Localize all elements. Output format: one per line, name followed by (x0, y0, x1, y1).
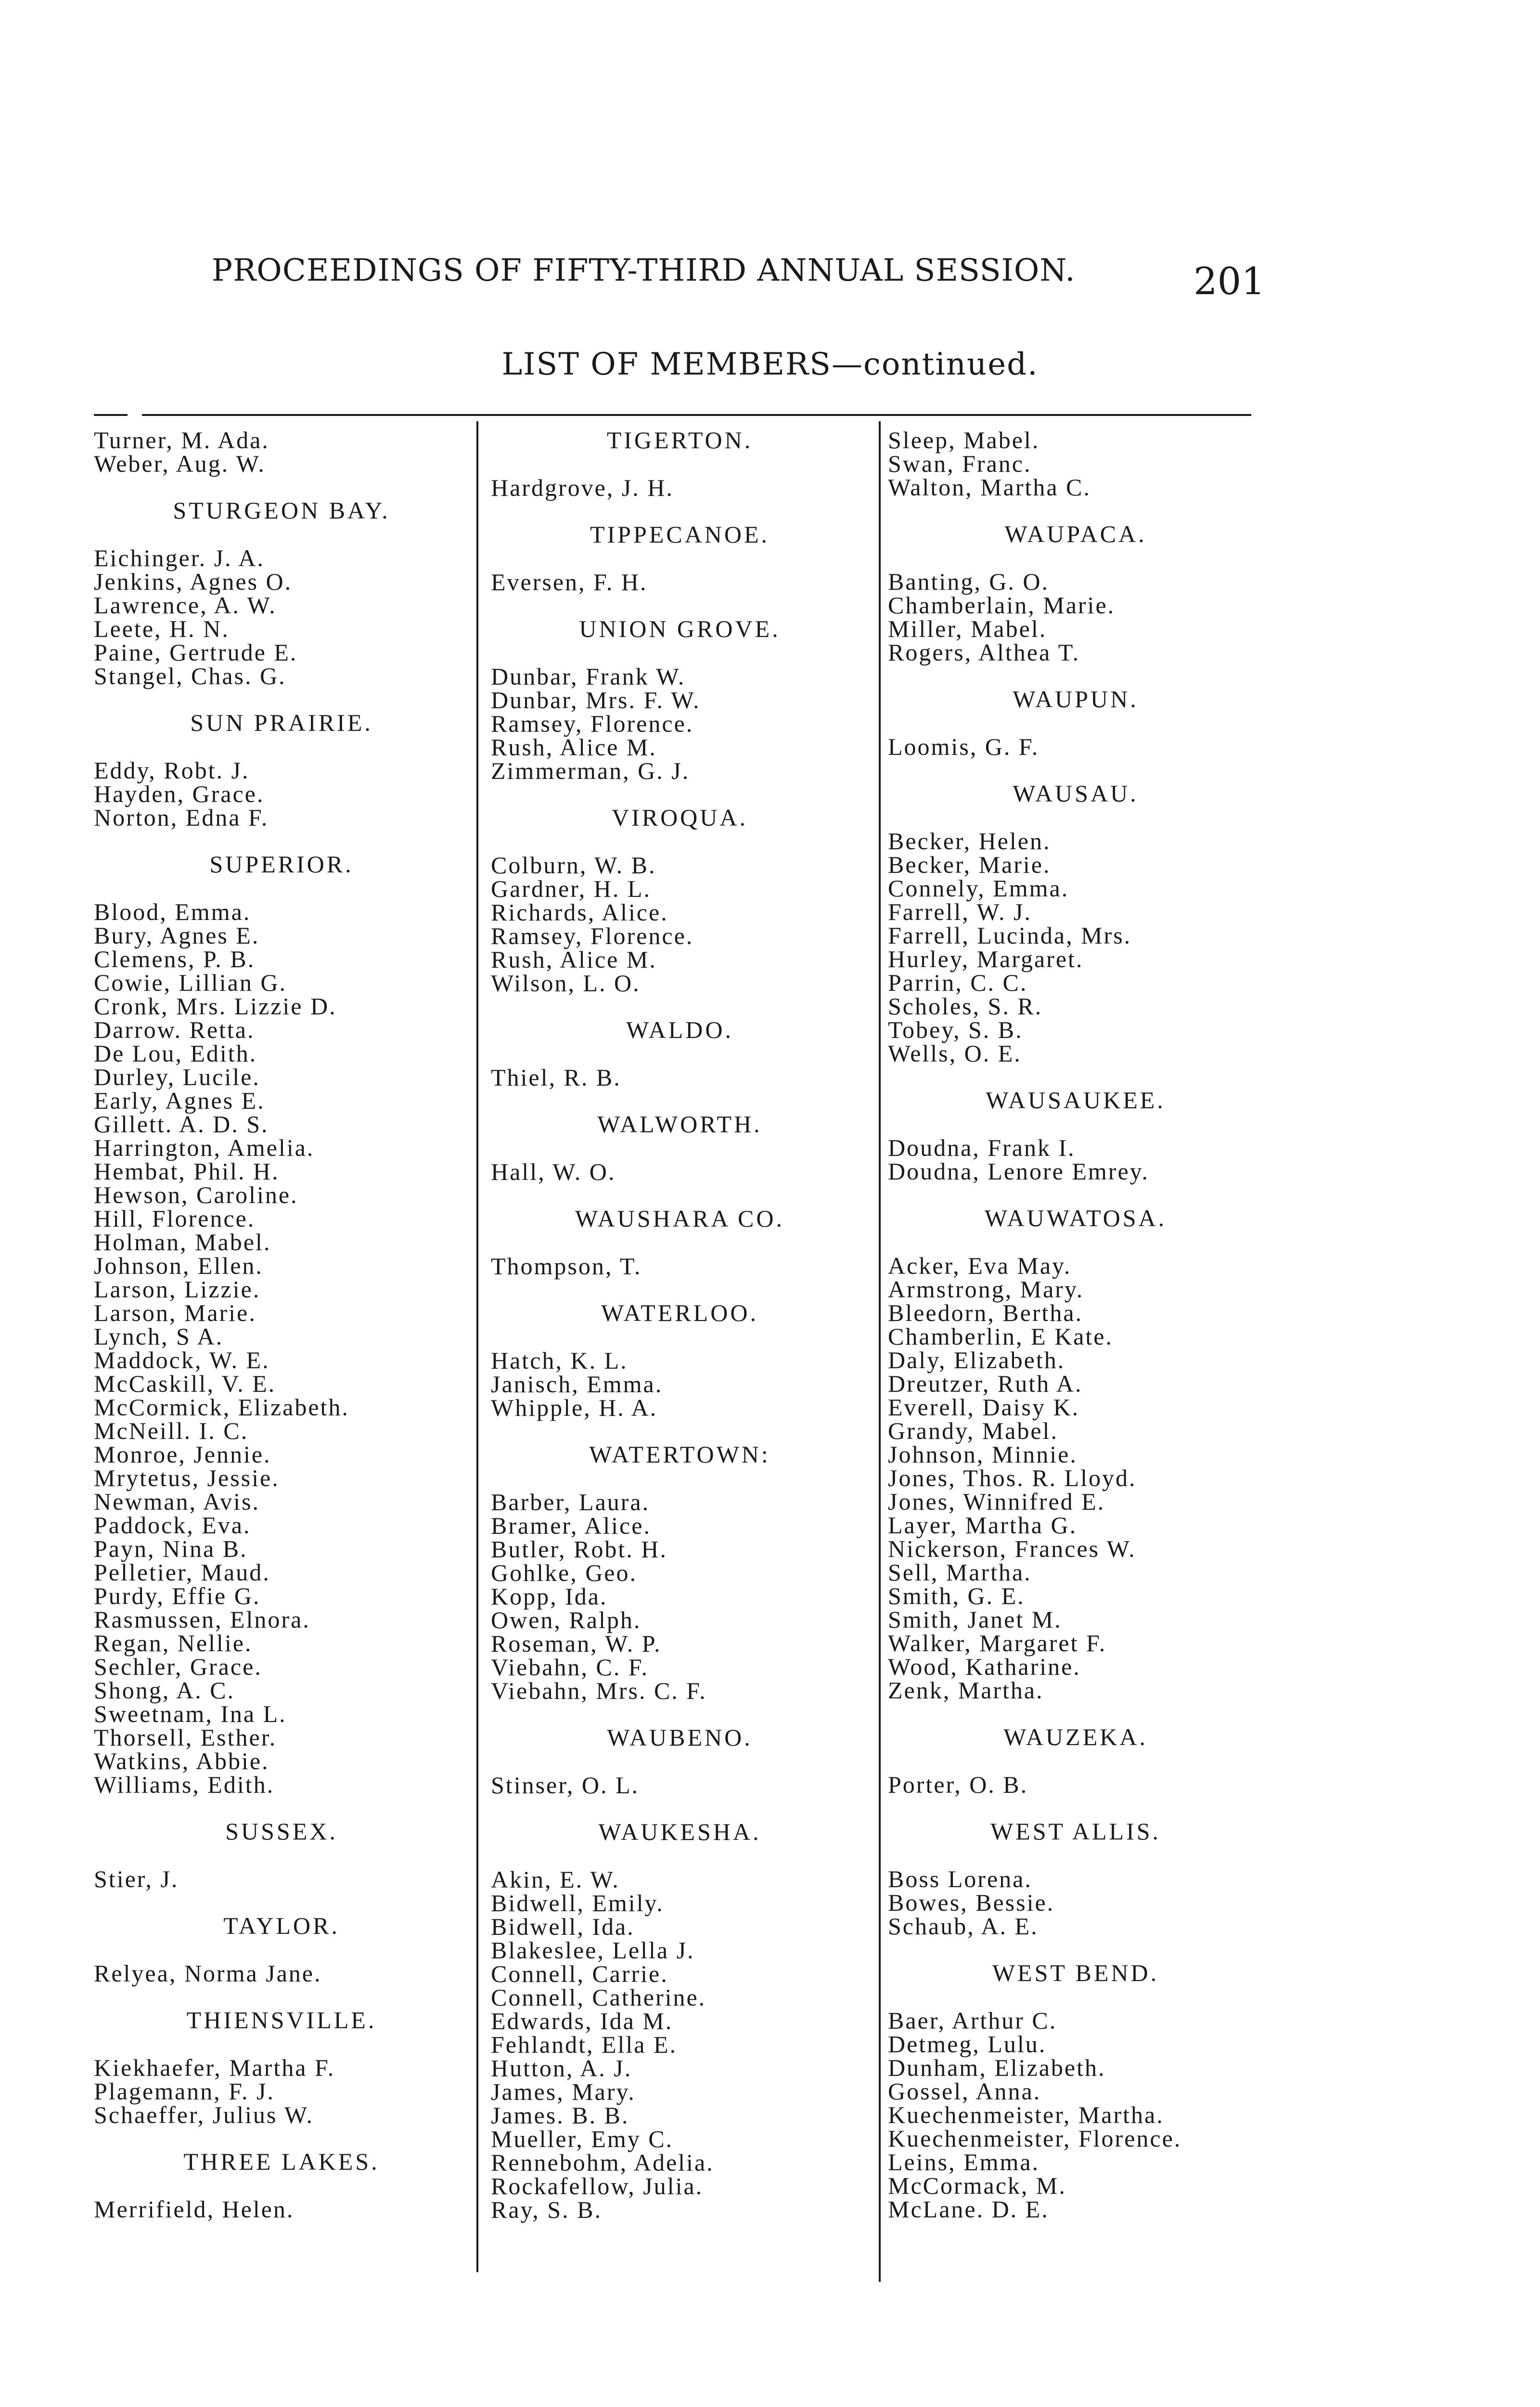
member-name: Colburn, W. B. (491, 852, 656, 879)
town-heading: SUN PRAIRIE. (190, 709, 373, 736)
member-list (94, 428, 469, 476)
member-name: Rush, Alice M. (491, 734, 657, 761)
member-name: Zimmerman, G. J. (491, 757, 690, 784)
header-rule-short (94, 414, 128, 416)
member-name: Bury, Agnes E. (94, 922, 260, 949)
town-section (888, 1725, 1263, 1797)
member-name: Hurley, Margaret. (888, 945, 1084, 972)
member-name: Turner, M. Ada. (94, 427, 270, 453)
member-name: Gillett. A. D. S. (94, 1111, 269, 1138)
town-section (94, 711, 469, 829)
list-title: LIST OF MEMBERS—continued. (501, 347, 1039, 382)
member-name: Jones, Winnifred E. (888, 1488, 1105, 1515)
member-name: Banting, G. O. (888, 568, 1050, 595)
town-section (491, 1207, 869, 1278)
member-name: Zenk, Martha. (888, 1677, 1044, 1704)
member-list (888, 1773, 1263, 1797)
member-name: Eichinger. J. A. (94, 544, 265, 571)
member-name: Detmeg, Lulu. (888, 2031, 1047, 2058)
member-name: Weber, Aug. W. (94, 450, 266, 477)
member-name: Bidwell, Ida. (491, 1913, 635, 1940)
town-heading: WALDO. (626, 1016, 734, 1043)
column-divider-1 (476, 421, 478, 2272)
town-section (491, 1018, 869, 1089)
town-section (491, 428, 869, 500)
member-name: Walker, Margaret F. (888, 1630, 1107, 1656)
member-name: Porter, O. B. (888, 1771, 1028, 1798)
member-name: Hewson, Caroline. (94, 1181, 298, 1208)
member-name: James. B. B. (491, 2102, 629, 2129)
town-heading: SUPERIOR. (209, 851, 354, 878)
member-name: Richards, Alice. (491, 899, 668, 926)
town-heading: WAUWATOSA. (984, 1204, 1167, 1231)
town-heading: WAUPACA. (1004, 520, 1147, 547)
member-name: Farrell, W. J. (888, 898, 1032, 925)
town-section (94, 853, 469, 1797)
member-column-2 (491, 428, 869, 2222)
member-name: Blakeslee, Lella J. (491, 1937, 695, 1964)
member-name: Kiekhaefer, Martha F. (94, 2054, 335, 2081)
member-name: Owen, Ralph. (491, 1606, 642, 1633)
member-name: Swan, Franc. (888, 450, 1032, 477)
member-name: Johnson, Minnie. (888, 1441, 1078, 1468)
town-section (491, 523, 869, 594)
town-heading: WALWORTH. (597, 1111, 762, 1138)
town-section (888, 687, 1263, 759)
town-section (94, 2150, 469, 2221)
member-list (491, 1773, 869, 1797)
member-name: Viebahn, C. F. (491, 1654, 649, 1681)
member-name: Mueller, Emy C. (491, 2125, 674, 2152)
member-name: Everell, Daisy K. (888, 1394, 1080, 1421)
member-name: Boss Lorena. (888, 1865, 1032, 1892)
member-name: Plagemann, F. J. (94, 2078, 275, 2105)
member-name: Janisch, Emma. (491, 1371, 663, 1398)
column-divider-2 (879, 421, 881, 2282)
town-heading: THREE LAKES. (183, 2148, 380, 2175)
member-list (491, 1066, 869, 1089)
member-name: Smith, G. E. (888, 1582, 1025, 1609)
member-name: Connell, Catherine. (491, 1984, 706, 2011)
town-section (491, 806, 869, 995)
member-name: Mrytetus, Jessie. (94, 1464, 280, 1491)
town-section (94, 2008, 469, 2127)
member-name: Purdy, Effie G. (94, 1582, 261, 1609)
member-name: Bramer, Alice. (491, 1512, 651, 1539)
member-name: Clemens, P. B. (94, 945, 256, 972)
member-name: Nickerson, Frances W. (888, 1535, 1136, 1562)
member-list (94, 1962, 469, 1985)
member-name: Becker, Marie. (888, 851, 1051, 878)
member-list (94, 900, 469, 1797)
member-name: Grandy, Mabel. (888, 1417, 1058, 1444)
town-heading: WAUSAUKEE. (986, 1087, 1166, 1113)
member-name: Eddy, Robt. J. (94, 757, 250, 784)
town-section (94, 1820, 469, 1891)
member-list (491, 570, 869, 594)
page-number: 201 (1194, 260, 1265, 303)
member-name: Rennebohm, Adelia. (491, 2149, 714, 2176)
member-name: Gossel, Anna. (888, 2078, 1041, 2105)
member-name: Wilson, L. O. (491, 970, 641, 996)
town-heading: WAUBENO. (607, 1724, 753, 1751)
member-list (491, 1160, 869, 1184)
town-section (491, 617, 869, 783)
member-list (888, 428, 1263, 499)
town-heading: WEST ALLIS. (990, 1818, 1161, 1845)
member-name: Daly, Elizabeth. (888, 1346, 1065, 1373)
member-name: Hardgrove, J. H. (491, 474, 674, 501)
member-name: Gardner, H. L. (491, 875, 651, 902)
member-name: McCormack, M. (888, 2172, 1066, 2199)
member-list (94, 1867, 469, 1891)
member-name: Paddock, Eva. (94, 1512, 251, 1539)
member-list (94, 546, 469, 688)
member-name: Rasmussen, Elnora. (94, 1606, 310, 1633)
member-name: Harrington, Amelia. (94, 1134, 315, 1161)
member-name: Doudna, Lenore Emrey. (888, 1158, 1149, 1185)
member-name: Merrifield, Helen. (94, 2196, 295, 2223)
member-name: Rogers, Althea T. (888, 639, 1080, 666)
member-name: Roseman, W. P. (491, 1630, 662, 1657)
running-header: PROCEEDINGS OF FIFTY-THIRD ANNUAL SESSION. (212, 253, 1076, 288)
town-heading: STURGEON BAY. (173, 497, 390, 524)
member-name: Maddock, W. E. (94, 1346, 270, 1373)
member-name: Lynch, S A. (94, 1323, 224, 1350)
member-name: Bowes, Bessie. (888, 1889, 1055, 1916)
member-name: Hill, Florence. (94, 1205, 256, 1232)
town-heading: THIENSVILLE. (186, 2006, 377, 2033)
member-name: Ray, S. B. (491, 2196, 602, 2223)
member-list (491, 1490, 869, 1703)
member-list (94, 2056, 469, 2127)
member-name: Larson, Lizzie. (94, 1276, 261, 1303)
member-list (94, 2198, 469, 2221)
member-name: James, Mary. (491, 2078, 636, 2105)
town-heading: WATERTOWN: (589, 1441, 770, 1468)
town-heading: SUSSEX. (225, 1818, 338, 1845)
member-name: Norton, Edna F. (94, 804, 269, 831)
member-name: Dunbar, Mrs. F. W. (491, 686, 701, 713)
member-name: Miller, Mabel. (888, 615, 1047, 642)
member-name: Relyea, Norma Jane. (94, 1960, 322, 1987)
member-name: Jones, Thos. R. Lloyd. (888, 1464, 1137, 1491)
member-list (491, 665, 869, 783)
member-name: Parrin, C. C. (888, 969, 1028, 996)
member-name: Shong, A. C. (94, 1677, 235, 1704)
member-name: Newman, Avis. (94, 1488, 260, 1515)
town-section (888, 1088, 1263, 1183)
town-section (888, 522, 1263, 664)
member-name: Becker, Helen. (888, 828, 1051, 854)
town-section (888, 428, 1263, 499)
town-section (491, 1113, 869, 1184)
member-name: Doudna, Frank I. (888, 1134, 1076, 1161)
town-section (491, 1726, 869, 1797)
member-name: McNeill. I. C. (94, 1417, 249, 1444)
town-section (491, 1443, 869, 1703)
member-name: Kopp, Ida. (491, 1583, 608, 1610)
member-name: Loomis, G. F. (888, 733, 1040, 760)
town-section (491, 1301, 869, 1420)
member-name: Chamberlin, E Kate. (888, 1323, 1113, 1350)
member-name: De Lou, Edith. (94, 1040, 257, 1067)
member-name: Wells, O. E. (888, 1040, 1022, 1067)
member-name: Lawrence, A. W. (94, 592, 277, 619)
member-name: Dreutzer, Ruth A. (888, 1370, 1083, 1397)
member-column-3 (888, 428, 1263, 2221)
member-name: Scholes, S. R. (888, 993, 1043, 1020)
member-name: Watkins, Abbie. (94, 1747, 270, 1774)
member-name: Williams, Edith. (94, 1771, 275, 1798)
member-name: Pelletier, Maud. (94, 1559, 270, 1586)
town-heading: VIROQUA. (611, 804, 748, 831)
member-name: Sleep, Mabel. (888, 427, 1040, 453)
member-name: Connely, Emma. (888, 875, 1069, 902)
member-list (888, 735, 1263, 759)
member-name: Hall, W. O. (491, 1158, 616, 1185)
town-section (888, 1820, 1263, 1938)
member-name: Regan, Nellie. (94, 1630, 253, 1656)
town-section (888, 1206, 1263, 1702)
member-name: Sweetnam, Ina L. (94, 1700, 287, 1727)
member-name: Kuechenmeister, Florence. (888, 2125, 1182, 2152)
member-name: Edwards, Ida M. (491, 2007, 673, 2034)
town-heading: WATERLOO. (601, 1299, 758, 1326)
member-name: Leete, H. N. (94, 615, 230, 642)
member-name: Schaeffer, Julius W. (94, 2101, 314, 2128)
town-heading: WAUSAU. (1013, 780, 1139, 807)
member-name: Sechler, Grace. (94, 1653, 262, 1680)
member-name: Cowie, Lillian G. (94, 969, 287, 996)
member-name: Dunbar, Frank W. (491, 663, 686, 690)
member-name: Farrell, Lucinda, Mrs. (888, 922, 1132, 949)
member-name: Monroe, Jennie. (94, 1441, 271, 1468)
member-list (94, 759, 469, 829)
member-name: Hayden, Grace. (94, 780, 265, 807)
member-name: Hatch, K. L. (491, 1347, 628, 1374)
member-name: Payn, Nina B. (94, 1535, 248, 1562)
member-name: Connell, Carrie. (491, 1960, 668, 1987)
town-heading: UNION GROVE. (579, 615, 781, 642)
town-section (94, 1914, 469, 1985)
member-name: McLane. D. E. (888, 2196, 1049, 2223)
town-heading: WAUPUN. (1013, 686, 1139, 712)
town-heading: WAUZEKA. (1003, 1723, 1148, 1750)
member-name: Sell, Martha. (888, 1559, 1032, 1586)
member-name: Stangel, Chas. G. (94, 662, 286, 689)
member-name: Walton, Martha C. (888, 474, 1091, 501)
member-name: Barber, Laura. (491, 1488, 650, 1515)
member-name: Bleedorn, Bertha. (888, 1299, 1083, 1326)
member-name: Whipple, H. A. (491, 1394, 658, 1421)
member-name: Baer, Arthur C. (888, 2007, 1057, 2034)
member-list (888, 2009, 1263, 2221)
member-list (888, 1136, 1263, 1183)
member-name: Blood, Emma. (94, 898, 251, 925)
member-name: Early, Agnes E. (94, 1087, 265, 1114)
member-name: Thorsell, Esther. (94, 1724, 277, 1751)
town-section (888, 1961, 1263, 2221)
town-heading: WEST BEND. (992, 1959, 1159, 1986)
town-heading: WAUKESHA. (598, 1818, 761, 1845)
member-name: Bidwell, Emily. (491, 1889, 664, 1916)
member-list (888, 1254, 1263, 1702)
member-name: Johnson, Ellen. (94, 1252, 263, 1279)
town-heading: TIGERTON. (606, 427, 753, 453)
town-section (94, 499, 469, 688)
town-section (94, 428, 469, 476)
member-name: Jenkins, Agnes O. (94, 568, 293, 595)
member-name: Viebahn, Mrs. C. F. (491, 1677, 707, 1704)
member-name: Ramsey, Florence. (491, 710, 694, 737)
town-section (888, 782, 1263, 1065)
member-name: Rush, Alice M. (491, 946, 657, 973)
town-heading: TIPPECANOE. (590, 521, 770, 548)
member-list (888, 1867, 1263, 1938)
member-name: Hutton, A. J. (491, 2055, 632, 2082)
member-column-1 (94, 428, 469, 2221)
member-list (491, 476, 869, 500)
town-heading: WAUSHARA CO. (575, 1205, 785, 1232)
member-name: Akin, E. W. (491, 1866, 620, 1893)
member-name: Thiel, R. B. (491, 1064, 621, 1091)
member-name: Schaub, A. E. (888, 1913, 1039, 1940)
town-section (491, 1820, 869, 2222)
member-name: Fehlandt, Ella E. (491, 2031, 678, 2058)
member-name: McCormick, Elizabeth. (94, 1394, 349, 1421)
member-name: McCaskill, V. E. (94, 1370, 276, 1397)
member-name: Eversen, F. H. (491, 569, 648, 595)
town-heading: TAYLOR. (223, 1912, 340, 1939)
member-name: Wood, Katharine. (888, 1653, 1081, 1680)
member-name: Leins, Emma. (888, 2148, 1040, 2175)
member-name: Kuechenmeister, Martha. (888, 2101, 1164, 2128)
member-name: Larson, Marie. (94, 1299, 257, 1326)
member-name: Darrow. Retta. (94, 1016, 255, 1043)
member-name: Rockafellow, Julia. (491, 2173, 704, 2200)
member-name: Cronk, Mrs. Lizzie D. (94, 993, 337, 1020)
member-name: Ramsey, Florence. (491, 922, 694, 949)
member-name: Stier, J. (94, 1865, 179, 1892)
member-list (888, 829, 1263, 1065)
member-name: Paine, Gertrude E. (94, 639, 298, 666)
member-name: Hembat, Phil. H. (94, 1158, 280, 1185)
member-name: Tobey, S. B. (888, 1016, 1023, 1043)
member-list (491, 1349, 869, 1420)
member-name: Stinser, O. L. (491, 1772, 640, 1799)
header-rule (142, 414, 1251, 416)
member-name: Armstrong, Mary. (888, 1276, 1084, 1303)
member-name: Layer, Martha G. (888, 1512, 1078, 1539)
member-name: Thompson, T. (491, 1253, 642, 1280)
member-name: Holman, Mabel. (94, 1229, 271, 1255)
member-name: Acker, Eva May. (888, 1252, 1072, 1279)
member-name: Smith, Janet M. (888, 1606, 1062, 1633)
member-list (888, 570, 1263, 664)
member-list (491, 854, 869, 995)
member-name: Gohlke, Geo. (491, 1559, 637, 1586)
member-name: Dunham, Elizabeth. (888, 2054, 1106, 2081)
member-name: Butler, Robt. H. (491, 1536, 667, 1563)
member-name: Durley, Lucile. (94, 1063, 260, 1090)
member-name: Chamberlain, Marie. (888, 592, 1116, 619)
member-list (491, 1255, 869, 1278)
member-list (491, 1868, 869, 2222)
